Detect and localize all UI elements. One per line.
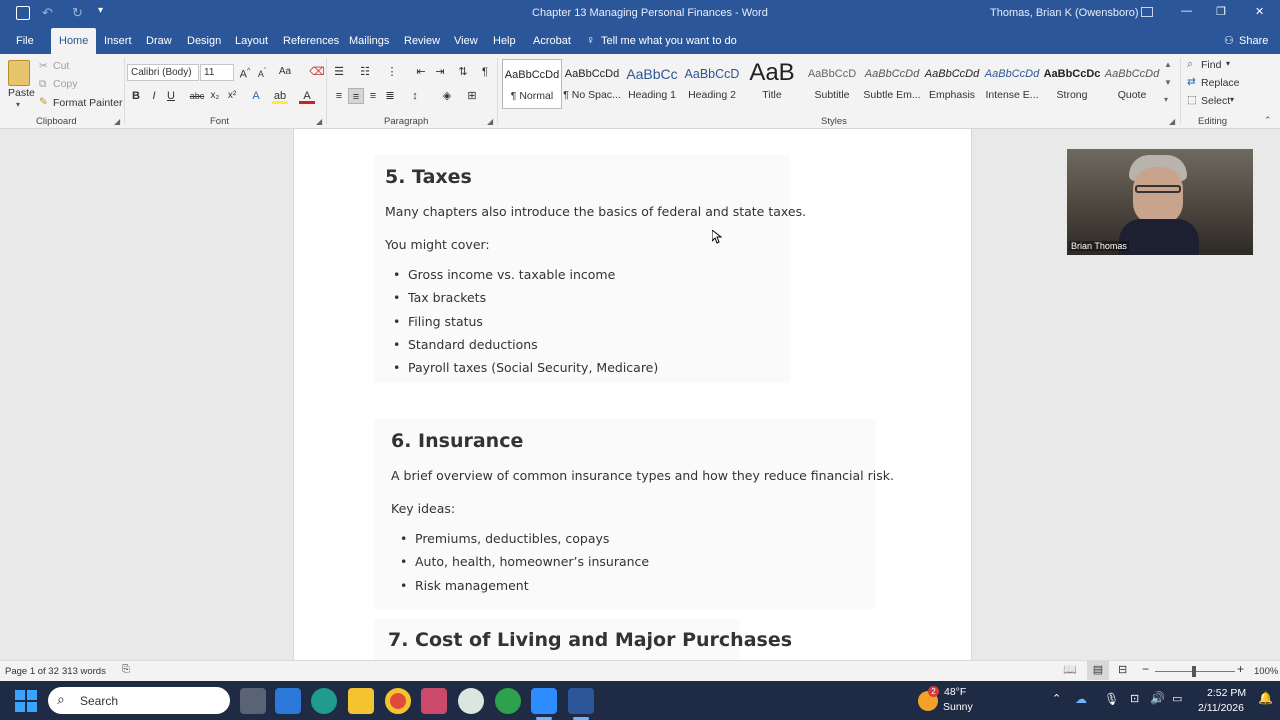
styles-scroll-down-icon[interactable]: ▼	[1164, 78, 1172, 87]
tab-draw[interactable]: Draw	[146, 35, 172, 47]
font-name-select[interactable]: Calibri (Body)	[127, 64, 199, 81]
autosave-icon[interactable]	[16, 6, 30, 20]
align-center-icon[interactable]: ≡	[348, 88, 364, 104]
tell-me-search[interactable]: Tell me what you want to do	[601, 35, 737, 47]
paragraph-launcher-icon[interactable]: ◢	[487, 117, 494, 126]
volume-icon[interactable]: 🔊	[1150, 691, 1165, 705]
search-placeholder: Search	[80, 694, 119, 708]
styles-more-icon[interactable]: ▾	[1164, 95, 1169, 104]
format-painter-icon: ✎	[39, 96, 48, 108]
list-item: • Gross income vs. taxable income	[408, 267, 615, 282]
find-button[interactable]: Find	[1201, 59, 1222, 71]
style-quote[interactable]	[1102, 59, 1162, 109]
clock-time[interactable]: 2:52 PM	[1207, 687, 1247, 699]
participant-video	[1117, 155, 1201, 255]
borders-icon[interactable]: ⊞	[467, 90, 477, 102]
section-heading: 5. Taxes	[385, 166, 472, 188]
onenote-icon[interactable]	[458, 688, 484, 714]
bold-icon[interactable]: B	[132, 90, 140, 102]
lightbulb-icon: ♀	[586, 33, 595, 47]
title-bar	[0, 0, 1280, 28]
bullets-icon[interactable]: ☰	[334, 66, 344, 78]
select-dropdown-icon[interactable]: ▾	[1230, 95, 1235, 104]
section-heading: 6. Insurance	[391, 430, 524, 452]
list-item: • Auto, health, homeowner’s insurance	[415, 554, 649, 569]
tab-references[interactable]: References	[283, 35, 340, 47]
style-intense-emphasis[interactable]	[982, 59, 1042, 109]
list-item: • Payroll taxes (Social Security, Medicare)	[408, 360, 658, 375]
close-button[interactable]: ✕	[1255, 6, 1265, 18]
zoom-app-icon[interactable]	[531, 688, 557, 714]
style-name: Strong	[1056, 89, 1088, 101]
weather-badge: 2	[928, 686, 939, 697]
account-name[interactable]: Thomas, Brian K (Owensboro)	[990, 7, 1139, 19]
file-explorer-icon[interactable]	[348, 688, 374, 714]
section-intro: A brief overview of common insurance types and how they reduce financial risk.	[391, 468, 894, 483]
word-app-icon[interactable]	[568, 688, 594, 714]
chrome-icon[interactable]	[385, 688, 411, 714]
style-strong[interactable]	[1042, 59, 1102, 109]
tab-mailings[interactable]: Mailings	[349, 35, 390, 47]
share-button[interactable]: Share	[1239, 35, 1269, 47]
chrome-profile-icon[interactable]	[495, 688, 521, 714]
cut-button[interactable]: Cut	[53, 60, 70, 72]
change-case-icon[interactable]: Aa	[278, 66, 292, 77]
taskbar-search-box[interactable]	[48, 687, 230, 714]
weather-temp[interactable]: 48°F	[944, 686, 967, 698]
numbering-icon[interactable]: ☷	[360, 66, 370, 78]
paste-dropdown-icon[interactable]: ▾	[16, 100, 21, 109]
proofing-icon[interactable]: ⎘	[122, 664, 130, 675]
share-icon: ⚇	[1224, 35, 1234, 47]
style-preview: AaBbCcDd	[1104, 68, 1160, 80]
editing-label: Editing	[1198, 116, 1228, 127]
italic-icon[interactable]: I	[152, 90, 156, 102]
select-button[interactable]: Select	[1201, 95, 1231, 107]
text-effects-icon[interactable]: A	[252, 90, 260, 102]
grow-font-icon[interactable]: A^	[239, 68, 251, 81]
mouse-cursor-icon	[712, 230, 722, 244]
page-count[interactable]: Page 1 of 32	[5, 666, 59, 677]
tab-acrobat[interactable]: Acrobat	[533, 35, 571, 47]
zoom-level[interactable]: 100%	[1254, 666, 1279, 677]
style-preview: AaBbCcDd	[564, 68, 620, 80]
highlight-icon[interactable]: ab	[273, 90, 287, 102]
align-right-icon[interactable]: ≡	[369, 90, 377, 102]
format-painter-button[interactable]: Format Painter	[53, 97, 123, 109]
styles-label: Styles	[821, 116, 847, 127]
tab-help[interactable]: Help	[493, 35, 516, 47]
style-preview: AaBbCcDc	[1043, 68, 1101, 80]
tab-layout[interactable]: Layout	[235, 35, 269, 47]
style-name: Intense E...	[985, 89, 1039, 101]
subscript-icon[interactable]: x₂	[210, 90, 220, 101]
style-name: ¶ No Spac...	[563, 89, 621, 101]
style-emphasis[interactable]	[922, 59, 982, 109]
shading-icon[interactable]: ◈	[442, 90, 452, 102]
redo-icon[interactable]: ↻	[72, 5, 83, 20]
styles-launcher-icon[interactable]: ◢	[1169, 117, 1176, 126]
style-title[interactable]	[742, 59, 802, 109]
show-hidden-icons-icon[interactable]: ⌃	[1052, 693, 1062, 705]
taskbar	[0, 681, 1280, 720]
underline-icon[interactable]: U	[167, 90, 175, 102]
show-marks-icon[interactable]: ¶	[482, 66, 488, 78]
list-item: • Standard deductions	[408, 337, 538, 352]
style-name: Subtle Em...	[863, 89, 921, 101]
style-preview: AaBbCcDd	[984, 68, 1040, 80]
increase-indent-icon[interactable]: ⇥	[435, 66, 445, 78]
shrink-font-icon[interactable]: $A^ˇ$	[257, 68, 267, 79]
document-page[interactable]	[293, 129, 972, 660]
style-name: Heading 1	[628, 89, 676, 101]
copy-icon: ⧉	[39, 78, 47, 90]
paste-icon[interactable]	[8, 60, 30, 86]
style-normal[interactable]	[502, 59, 562, 109]
undo-icon[interactable]: ↶	[42, 5, 53, 20]
style-preview: AaBbCcD	[807, 68, 857, 80]
clock-date[interactable]: 2/11/2026	[1198, 702, 1244, 714]
replace-button[interactable]: Replace	[1201, 77, 1240, 89]
weather-desc[interactable]: Sunny	[943, 701, 973, 713]
styles-scroll-up-icon[interactable]: ▲	[1164, 60, 1172, 69]
task-view-icon[interactable]	[240, 688, 266, 714]
list-item: • Premiums, deductibles, copays	[415, 531, 609, 546]
microphone-icon[interactable]: 🎙	[1104, 692, 1120, 706]
ribbon-display-icon[interactable]	[1141, 7, 1153, 17]
multilevel-list-icon[interactable]: ⋮	[386, 66, 398, 78]
style-name: ¶ Normal	[510, 90, 554, 102]
style-subtitle[interactable]	[802, 59, 862, 109]
select-icon: ⬚	[1187, 94, 1197, 106]
style-preview: AaB	[749, 59, 795, 86]
zoom-out-icon[interactable]: −	[1142, 662, 1150, 676]
style-preview: AaBbCcDd	[504, 69, 560, 81]
ribbon-tabs	[0, 28, 1280, 54]
replace-icon: ⇄	[1187, 76, 1196, 88]
paste-button[interactable]: Paste	[8, 87, 35, 99]
word-count[interactable]: 313 words	[62, 666, 106, 677]
font-color-icon[interactable]: A	[299, 88, 315, 104]
list-item: • Filing status	[408, 314, 483, 329]
justify-icon[interactable]: ≣	[385, 90, 395, 102]
style-heading-2[interactable]	[682, 59, 742, 109]
tab-insert[interactable]: Insert	[104, 35, 132, 47]
collapse-ribbon-icon[interactable]: ⌃	[1264, 115, 1272, 125]
microsoft-store-icon[interactable]	[275, 688, 301, 714]
style-name: Subtitle	[814, 89, 850, 101]
read-mode-icon[interactable]: 📖	[1063, 664, 1077, 676]
network-icon[interactable]: ⊡	[1130, 693, 1140, 705]
list-item: • Risk management	[415, 578, 529, 593]
paragraph-label: Paragraph	[384, 116, 429, 127]
style-heading-1[interactable]	[622, 59, 682, 109]
edge-icon[interactable]	[311, 688, 337, 714]
web-layout-icon[interactable]: ⊟	[1118, 664, 1128, 676]
video-call-thumbnail[interactable]	[1067, 149, 1253, 255]
style-no-spacing[interactable]	[562, 59, 622, 109]
section-heading: 7. Cost of Living and Major Purchases	[388, 629, 793, 651]
section-intro: Many chapters also introduce the basics of federal and state taxes.	[385, 204, 807, 219]
font-size-select[interactable]: 11	[200, 64, 234, 81]
zoom-in-icon[interactable]: +	[1237, 662, 1245, 676]
clipboard-label: Clipboard	[36, 116, 77, 127]
font-launcher-icon[interactable]: ◢	[316, 117, 323, 126]
ribbon-home	[0, 54, 1280, 129]
snipping-tool-icon[interactable]	[421, 688, 447, 714]
maximize-button[interactable]: ❐	[1216, 6, 1226, 18]
minimize-button[interactable]: —	[1181, 5, 1192, 17]
cut-icon: ✂	[39, 60, 48, 72]
style-preview: AaBbCcD	[684, 67, 740, 81]
customize-qat-icon[interactable]: ▾	[98, 5, 104, 16]
tab-design[interactable]: Design	[187, 35, 222, 47]
style-name: Heading 2	[688, 89, 736, 101]
print-layout-icon[interactable]: ▤	[1087, 661, 1109, 680]
font-label: Font	[210, 116, 230, 127]
tab-home[interactable]: Home	[51, 28, 96, 54]
tab-review[interactable]: Review	[404, 35, 441, 47]
style-preview: AaBbCc	[626, 66, 678, 82]
style-name: Emphasis	[928, 89, 976, 101]
zoom-slider-thumb[interactable]	[1192, 666, 1196, 677]
battery-icon[interactable]: ▭	[1172, 693, 1183, 705]
style-preview: AaBbCcDd	[924, 68, 980, 80]
decrease-indent-icon[interactable]: ⇤	[416, 66, 426, 78]
strikethrough-icon[interactable]: abc	[189, 91, 205, 101]
participant-name: Brian Thomas	[1071, 241, 1127, 251]
list-item: • Tax brackets	[408, 290, 486, 305]
tab-file[interactable]: File	[16, 35, 34, 47]
sort-icon[interactable]: ⇅	[458, 66, 468, 78]
clear-formatting-icon[interactable]: ⌫	[309, 66, 325, 78]
style-name: Quote	[1117, 89, 1147, 101]
notifications-icon[interactable]: 🔔	[1258, 691, 1273, 705]
section-lead: You might cover:	[385, 237, 490, 252]
find-dropdown-icon[interactable]: ▾	[1226, 59, 1231, 68]
style-name: Title	[762, 89, 782, 101]
tab-view[interactable]: View	[454, 35, 478, 47]
clipboard-launcher-icon[interactable]: ◢	[114, 117, 121, 126]
copy-button[interactable]: Copy	[53, 78, 78, 90]
search-icon: ⌕	[57, 691, 65, 707]
windows-start-icon[interactable]	[15, 690, 37, 712]
align-left-icon[interactable]: ≡	[335, 90, 343, 102]
find-icon: ⌕	[1187, 58, 1193, 70]
superscript-icon[interactable]: x²	[227, 90, 237, 101]
section-lead: Key ideas:	[391, 501, 456, 516]
style-preview: AaBbCcDd	[864, 68, 920, 80]
onedrive-icon[interactable]: ☁	[1075, 692, 1087, 706]
window-title: Chapter 13 Managing Personal Finances - Word	[532, 7, 768, 19]
status-bar	[0, 660, 1280, 681]
line-spacing-icon[interactable]: ↕	[412, 90, 418, 102]
style-subtle-emphasis[interactable]	[862, 59, 922, 109]
